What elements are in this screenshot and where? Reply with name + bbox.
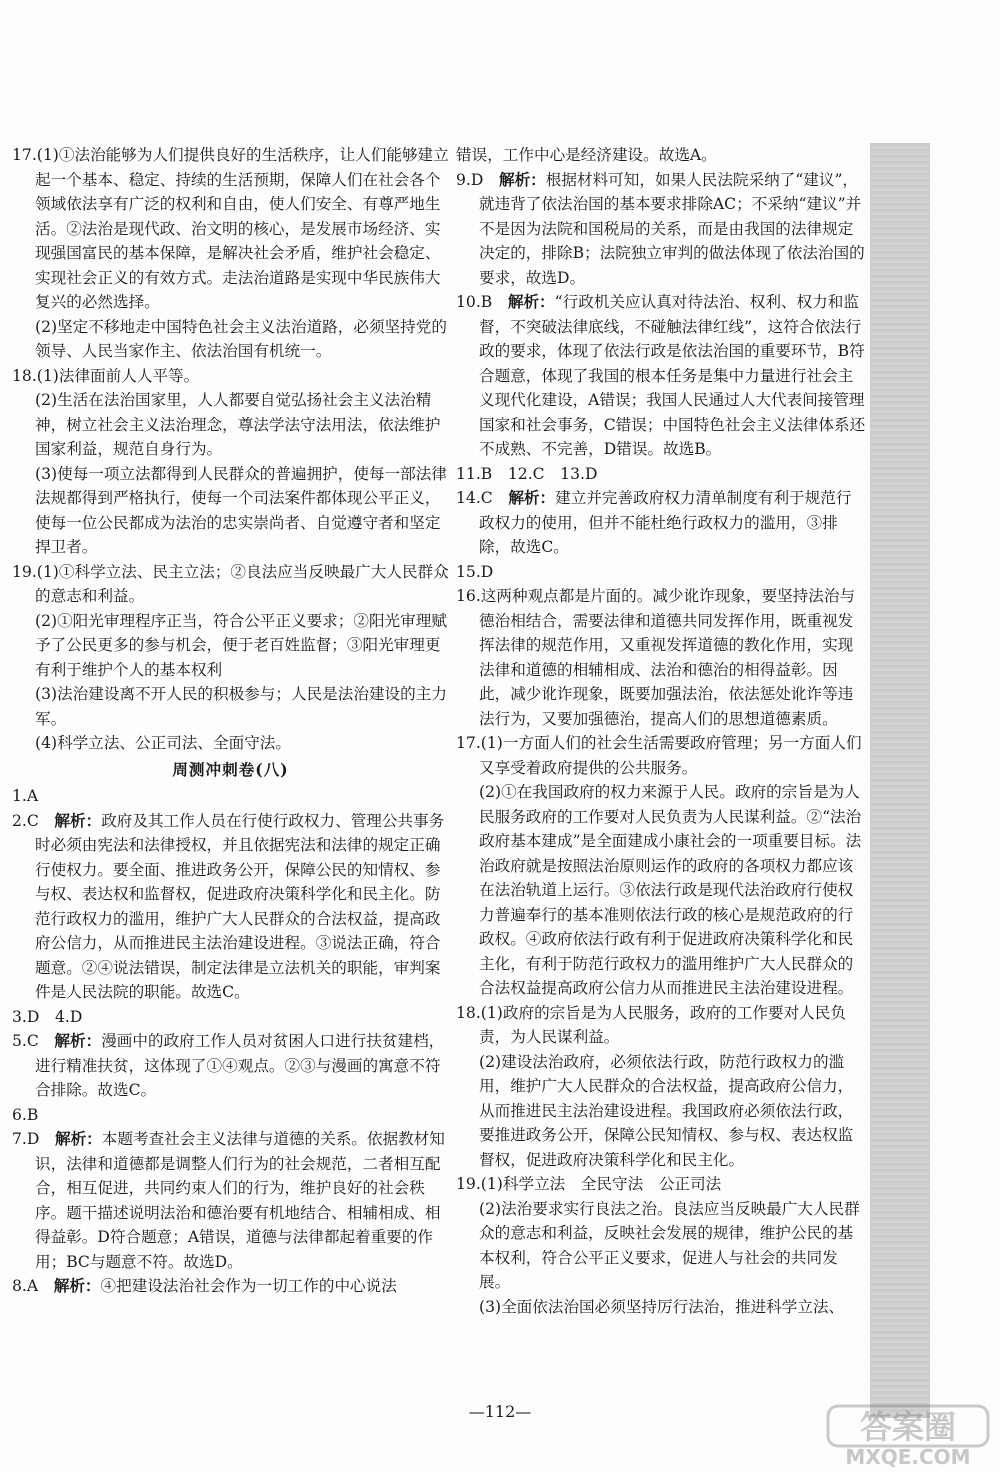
- answer-item: [456, 731, 866, 780]
- answer-text: “行政机关应认真对待法治、权利、权力和监督，不突破法律底线，不碰触法律红线”，这符合依法行政的要求，体现了依法行政是依法治国的重要环节，B符合题意，体现了我国的根本任务是集中力量进行社会主义现代化建设，A错误；我国人民通过人大代表间接管理国家和社会事务，C错误；中国特色社会主义法律体系还不成熟、不完善，D错误。故选B。: [479, 293, 866, 458]
- left-column: [12, 143, 449, 1299]
- answer-subitem: [12, 609, 449, 683]
- answer-text: (3)全面依法治国必须坚持厉行法治，推进科学立法、: [479, 1297, 845, 1316]
- answer-item: [456, 486, 866, 560]
- answer-text: (4)科学立法、公正司法、全面守法。: [35, 734, 291, 752]
- answer-text: 18.(1)政府的宗旨是为人民服务，政府的工作要对人民负责，为人民谋利益。: [456, 1003, 846, 1046]
- answer-text: 17.(1)①法治能够为人们提供良好的生活秩序，让人们能够建立起一个基本、稳定、持续的生活预期，保障人们在社会各个领域依法享有广泛的权利和自由，使人们安全、有尊严地生活。②法治是现代政、治文明的核心，是发展市场经济、实现强国富民的基本保障，是解决社会矛盾，维护社会稳定、实现社会正义的有效方式。走法治道路是实现中华民族伟大复兴的必然选择。: [12, 146, 449, 311]
- answer-text: 政府及其工作人员在行使行政权力、管理公共事务时必须由宪法和法律授权，并且依据宪法和法律的规定正确行使权力。要全面、推进政务公开，保障公民的知情权、参与权、表达权和监督权，促进政府决策科学化和民主化。防范行政权力的滥用，维护广大人民群众的合法权益，提高政府公信力，从而推进民主法治建设进程。③说法正确，符合题意。②④说法错误，制定法律是立法机关的职能，审判案件是人民法院的职能。故选C。: [35, 811, 445, 1001]
- answer-label: 2.C: [12, 811, 55, 830]
- answer-label: 7.D: [12, 1130, 55, 1148]
- answer-item: [12, 784, 449, 809]
- analysis-keyword: 解析：: [54, 1129, 102, 1148]
- answer-text: 3.D 4.D: [12, 1007, 83, 1026]
- section-title: 周测冲刺卷(八): [172, 759, 289, 779]
- answer-subitem: [456, 143, 866, 168]
- answer-text: (2)①阳光审理程序正当，符合公平正义要求；②阳光审理赋予了公民更多的参与机会，便于老百姓监督；③阳光审理更有利于维护个人的基本权利: [35, 611, 447, 679]
- answer-item: [456, 1172, 866, 1197]
- answer-item: [12, 1274, 449, 1299]
- answer-item: [12, 1103, 449, 1128]
- answer-item: [12, 143, 449, 315]
- answer-subitem: [456, 1197, 866, 1295]
- answer-text: 建立并完善政府权力清单制度有利于规范行政权力的使用，但并不能杜绝行政权力的滥用，③排除，故选C。: [479, 489, 852, 556]
- answer-text: 15.D: [456, 562, 494, 581]
- answer-label: 14.C: [456, 489, 509, 507]
- answer-subitem: [456, 780, 866, 1001]
- answer-item: [12, 1127, 449, 1274]
- watermark-bottom-text: MXQE.COM: [845, 1445, 971, 1468]
- analysis-keyword: 解析：: [507, 292, 555, 311]
- answer-item: [456, 560, 866, 585]
- answer-text: 11.B 12.C 13.D: [456, 464, 598, 483]
- answer-subitem: [456, 1050, 866, 1173]
- answer-item: [456, 1001, 866, 1050]
- watermark-logo: [808, 1402, 998, 1468]
- analysis-keyword: 解析：: [54, 810, 102, 830]
- answer-text: 19.(1)科学立法 全民守法 公正司法: [456, 1175, 722, 1193]
- answer-subitem: [12, 731, 449, 756]
- answer-text: 6.B: [12, 1105, 39, 1124]
- answer-text: (2)①在我国政府的权力来源于人民。政府的宗旨是为人民服务政府的工作要对人民负责为人民谋利益。②“法治政府基本建成”是全面建成小康社会的一项重要目标。法治政府就是按照法治原则运作的政府的各项权力都应该在法治轨道上运行。③依法行政是现代法治政府行使权力普遍奉行的基本准则依法行政的核心是规范政府的行政权。④政府依法行政有利于促进政府决策科学化和民主化，有利于防范行政权力的滥用维护广大人民群众的合法权益提高政府公信力从而推进民主法治建设进程。: [479, 783, 862, 997]
- answer-subitem: [12, 682, 449, 731]
- answer-text: 16.这两种观点都是片面的。减少讹诈现象，要坚持法治与德治相结合，需要法律和道德共同发挥作用，既重视发挥法律的规范作用，又重视发挥道德的教化作用，实现法律和道德的相辅相成、法治和德治的相得益彰。因此，减少讹诈现象，既要加强法治，依法惩处讹诈等违法行为，又要加强德治，提高人们的思想道德素质。: [456, 587, 856, 728]
- answer-text: (2)法治要求实行良法之治。良法应当反映最广大人民群众的意志和利益，反映社会发展的规律，维护公民的基本权利，符合公平正义要求，促进人与社会的共同发展。: [479, 1199, 860, 1291]
- answer-item: [12, 364, 449, 389]
- answer-text: 错误，工作中心是经济建设。故选A。: [456, 146, 717, 164]
- answer-subitem: [12, 388, 449, 462]
- answer-item: [456, 168, 866, 291]
- page-number: —112—: [468, 1402, 532, 1421]
- answer-text: 根据材料可知，如果人民法院采纳了“建议”，就违背了依法治国的基本要求排除AC；不采纳“建议”并不是因为法院和国税局的关系，而是由我国的法律规定决定的，排除B；法院独立审判的做法体现了依法治国的要求，故选D。: [479, 170, 865, 287]
- analysis-keyword: 解析：: [54, 1031, 102, 1050]
- answer-item: [12, 1029, 449, 1103]
- watermark-top-text: 答案圈: [859, 1408, 957, 1446]
- answer-label: 10.B: [456, 293, 508, 311]
- scan-edge-strip: [870, 143, 930, 1418]
- answer-text: (2)坚定不移地走中国特色社会主义法治道路，必须坚持党的领导、人民当家作主、依法治国有机统一。: [35, 317, 447, 360]
- answer-text: (2)建设法治政府，必须依法行政，防范行政权力的滥用，维护广大人民群众的合法权益，提高政府公信力，从而推进民主法治建设进程。我国政府必须依法行政，要推进政务公开，保障公民知情权、参与权、表达权监督权，促进政府决策科学化和民主化。: [479, 1052, 854, 1169]
- answer-label: 5.C: [12, 1032, 55, 1050]
- answer-text: (3)使每一项立法都得到人民群众的普遍拥护，使每一部法律法规都得到严格执行，使每一个司法案件都体现公平正义，使每一位公民都成为法治的忠实崇尚者、自觉遵守者和坚定捍卫者。: [35, 464, 447, 556]
- answer-text: 18.(1)法律面前人人平等。: [12, 366, 200, 385]
- answer-text: ④把建设法治社会作为一切工作的中心说法: [100, 1277, 397, 1295]
- answer-label: 9.D: [456, 170, 499, 189]
- analysis-keyword: 解析：: [53, 1276, 101, 1295]
- answer-text: 19.(1)①科学立法、民主立法；②良法应当反映最广大人民群众的意志和利益。: [12, 562, 449, 605]
- answer-item: [456, 584, 866, 731]
- right-column: [456, 143, 866, 1319]
- answer-subitem: [12, 315, 449, 364]
- answer-text: 漫画中的政府工作人员对贫困人口进行扶贫建档，进行精准扶贫，这体现了①④观点。②③与漫画的寓意不符合排除。故选C。: [35, 1032, 445, 1099]
- answer-text: 17.(1)一方面人们的社会生活需要政府管理；另一方面人们又享受着政府提供的公共服务。: [456, 734, 862, 777]
- answer-text: (3)法治建设离不开人民的积极参与；人民是法治建设的主力军。: [35, 685, 447, 728]
- answer-text: 1.A: [12, 787, 39, 805]
- answer-item: [456, 462, 866, 487]
- answer-item: [12, 809, 449, 1005]
- answer-text: 本题考查社会主义法律与道德的关系。依据教材知识，法律和道德都是调整人们行为的社会规范，二者相互配合，相互促进，共同约束人们的行为，维护良好的社会秩序。题干描述说明法治和德治要有机地结合、相辅相成、相得益彰。D符合题意；A错误，道德与法律都起着重要的作用；BC与题意不符。故选D。: [35, 1130, 445, 1271]
- answer-subitem: [12, 462, 449, 560]
- answer-subitem: [456, 1295, 866, 1320]
- answer-item: [456, 290, 866, 462]
- answer-text: (2)生活在法治国家里，人人都要自觉弘扬社会主义法治精神，树立社会主义法治理念，尊法学法守法用法，依法维护国家利益，规范自身行为。: [35, 391, 441, 458]
- answer-item: [12, 560, 449, 609]
- analysis-keyword: 解析：: [508, 488, 556, 507]
- analysis-keyword: 解析：: [498, 169, 546, 189]
- answer-label: 8.A: [12, 1277, 54, 1295]
- answer-item: [12, 1005, 449, 1030]
